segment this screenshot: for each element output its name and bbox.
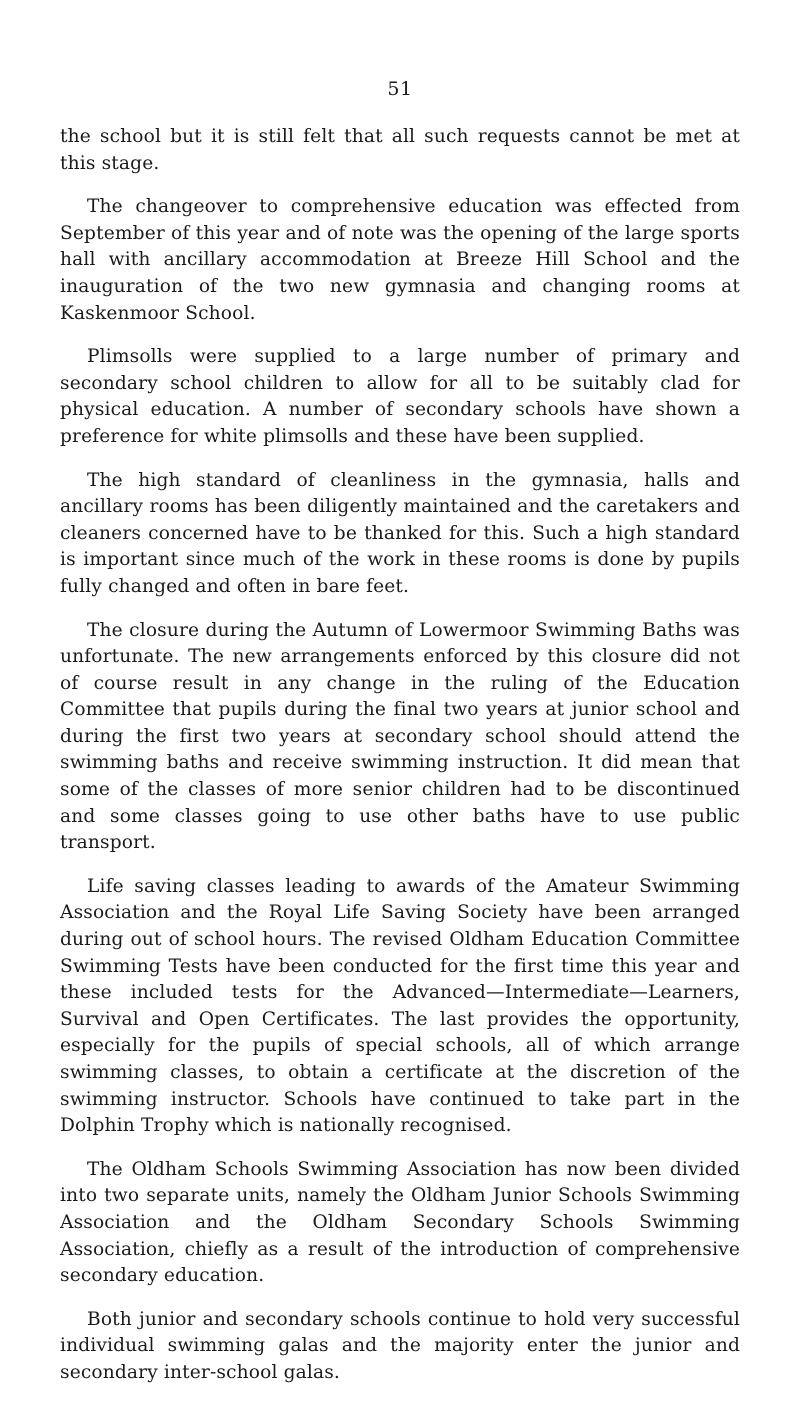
paragraph: The changeover to comprehensive education was effected from September of this year and of note was the opening of the large sports hall with ancillary accommodation at Breeze Hill School and the inauguration of the two new gymnasia and changing rooms at Kaskenmoor School. bbox=[60, 196, 740, 324]
paragraph: the school but it is still felt that all such requests cannot be met at this stage. bbox=[60, 126, 740, 174]
paragraph: Plimsolls were supplied to a large number of primary and secondary school children to allow for all to be suitably clad for physical education. A number of secondary schools have shown a preference for white plimsolls and these have been supplied. bbox=[60, 346, 740, 447]
paragraph: The high standard of cleanliness in the gymnasia, halls and ancillary rooms has been diligently maintained and the caretakers and cleaners concerned have to be thanked for this. Such a high standard is important since much of the work in these rooms is done by pupils fully changed and often in bare feet. bbox=[60, 469, 740, 597]
page-number: 51 bbox=[387, 78, 413, 100]
paragraph: Life saving classes leading to awards of the Amateur Swimming Association and the Royal Life Saving Society have been arranged during out of school hours. The revised Oldham Education Committee Swimming Tests have been conducted for the first time this year and these included tests for the Advanced—Intermediate—Learners, Survival and Open Certificates. The last provides the opportunity, especially for the pupils of special schools, all of which arrange swimming classes, to obtain a certificate at the discretion of the swimming instructor. Schools have continued to take part in the Dolphin Trophy which is nationally recognised. bbox=[60, 875, 740, 1137]
body-text bbox=[60, 124, 740, 1404]
paragraph: The closure during the Autumn of Lowermoor Swimming Baths was unfortunate. The new arrangements enforced by this closure did not of course result in any change in the ruling of the Education Committee that pupils during the final two years at junior school and during the first two years at secondary school should attend the swimming baths and receive swimming instruction. It did mean that some of the classes of more senior children had to be discontinued and some classes going to use other baths have to use public transport. bbox=[60, 619, 740, 854]
paragraph: The Oldham Schools Swimming Association has now been divided into two separate units, namely the Oldham Junior Schools Swimming Association and the Oldham Secondary Schools Swimming Association, chiefly as a result of the introduction of comprehensive secondary education. bbox=[60, 1158, 740, 1287]
paragraph: Both junior and secondary schools continue to hold very successful individual swimming galas and the majority enter the junior and secondary inter-school galas. bbox=[60, 1308, 740, 1383]
